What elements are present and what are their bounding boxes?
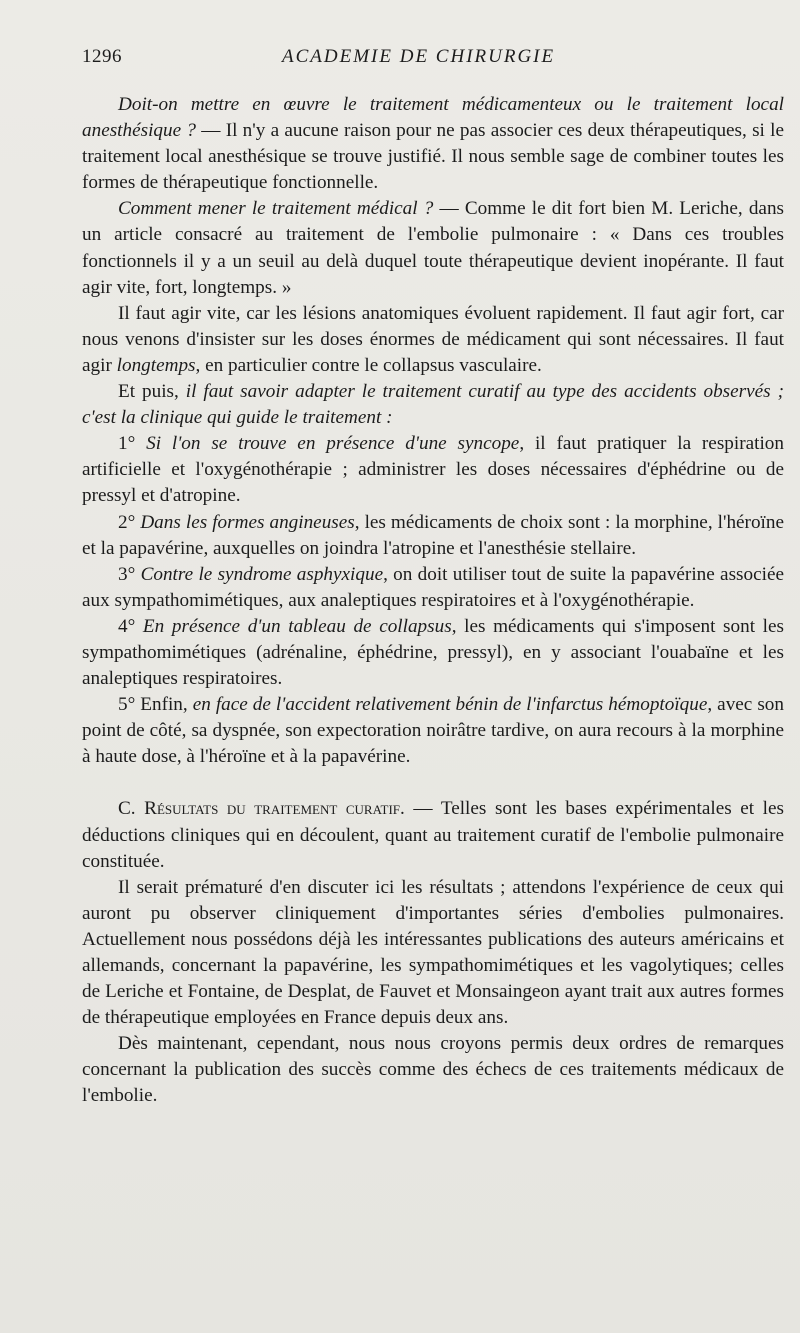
- list-item-2-text: , les médicaments de choix sont : la morphine, l'héroïne et la papavérine, auxquelles on joindra l'atropine et l'anesthésie stellaire.: [82, 511, 784, 559]
- page-header: [82, 46, 782, 76]
- list-item-4-emphasis: En présence d'un tableau de collapsus: [142, 615, 452, 637]
- paragraph-2-question: Comment mener le traitement médical ?: [118, 198, 434, 220]
- paragraph-4-emphasis: il faut savoir adapter le traitement curatif au type des accidents observés ; c'est la clinique qui guide le traitement :: [82, 381, 784, 429]
- paragraph-3-text-a: Il faut agir vite, car les lésions anatomiques évoluent rapidement. Il faut agir fort, car nous venons d'insister sur les doses énormes de médicament qui sont nécessaires. Il faut agir: [82, 302, 784, 376]
- list-item-3-number: 3°: [118, 563, 141, 585]
- paragraph-2-text: — Comme le dit fort bien M. Leriche, dans un article consacré au traitement de l'embolie pulmonaire : « Dans ces troubles fonctionnels il y a un seuil au delà duquel toute thérapeutique devient inopérante. Il faut agir vite, fort, longtemps. »: [82, 198, 785, 298]
- list-item-1-emphasis: Si l'on se trouve en présence d'une syncope: [146, 433, 520, 455]
- paragraph-4-text: Et puis,: [118, 381, 186, 403]
- list-item-4: [82, 614, 784, 692]
- body-text: [82, 92, 784, 1110]
- paragraph-1-text: — Il n'y a aucune raison pour ne pas associer ces deux thérapeutiques, si le traitement local anesthésique se trouve justifié. Il nous semble sage de combiner toutes les formes de thérapeutique fonctionnelle.: [82, 120, 784, 194]
- list-item-5: [82, 692, 784, 770]
- paragraph-section-c: [82, 796, 784, 874]
- paragraph-3-text-b: , en particulier contre le collapsus vasculaire.: [195, 354, 542, 376]
- list-item-2: [82, 510, 784, 562]
- list-item-3-text: , on doit utiliser tout de suite la papavérine associée aux sympathomimétiques, aux analeptiques respiratoires et à l'oxygénothérapie.: [82, 563, 784, 611]
- paragraph-3-emphasis: longtemps: [116, 354, 196, 376]
- list-item-5-text: , avec son point de côté, sa dyspnée, son expectoration noirâtre tardive, on aura recours à la morphine à haute dose, à l'héroïne et à la papavérine.: [82, 694, 784, 768]
- paragraph-12: [82, 1031, 784, 1109]
- list-item-1-text: , il faut pratiquer la respiration artificielle et l'oxygénothérapie ; administrer les doses nécessaires d'éphédrine ou de pressyl et d'atropine.: [82, 433, 784, 507]
- paragraph-3: [82, 301, 784, 379]
- list-item-1: [82, 431, 784, 509]
- paragraph-11: [82, 875, 784, 1032]
- paragraph-11-text: Il serait prématuré d'en discuter ici les résultats ; attendons l'expérience de ceux qui auront pu observer cliniquement d'importantes séries d'embolies pulmonaires. Actuellement nous possédons déjà les intéressantes publications des auteurs américains et allemands, concernant la papavérine, les sympathomimétiques et les vagolytiques; celles de Leriche et Fontaine, de Desplat, de Fauvet et Monsaingeon ayant trait aux autres formes de thérapeutique employées en France depuis deux ans.: [82, 876, 784, 1029]
- list-item-2-number: 2°: [118, 511, 141, 533]
- list-item-3-emphasis: Contre le syndrome asphyxique: [140, 563, 384, 585]
- section-c-text: — Telles sont les bases expérimentales et les déductions cliniques qui en découlent, quant au traitement curatif de l'embolie pulmonaire constituée.: [82, 798, 784, 872]
- list-item-3: [82, 562, 784, 614]
- list-item-5-emphasis: en face de l'accident relativement bénin de l'infarctus hémoptoïque: [192, 694, 708, 716]
- paragraph-1: [82, 92, 784, 196]
- page-number: 1296: [82, 46, 122, 67]
- list-item-4-text: , les médicaments qui s'imposent sont les sympathomimétiques (adrénaline, éphédrine, pressyl), en y associant l'ouabaïne et les analeptiques respiratoires.: [82, 615, 784, 690]
- paragraph-2: [82, 196, 784, 300]
- running-title: ACADEMIE DE CHIRURGIE: [282, 46, 556, 67]
- section-c-heading: C. Résultats du traitement curatif.: [118, 798, 405, 820]
- list-item-1-number: 1°: [118, 433, 147, 455]
- paragraph-1-question: Doit-on mettre en œuvre le traitement médicamenteux ou le traitement local anesthésique ?: [82, 94, 784, 142]
- paragraph-12-text: Dès maintenant, cependant, nous nous croyons permis deux ordres de remarques concernant la publication des succès comme des échecs de ces traitements médicaux de l'embolie.: [82, 1033, 784, 1107]
- section-gap: [82, 770, 784, 796]
- list-item-4-number: 4°: [118, 615, 143, 637]
- paragraph-4: [82, 379, 784, 431]
- list-item-2-emphasis: Dans les formes angineuses: [140, 511, 355, 533]
- list-item-5-number: 5° Enfin,: [118, 694, 193, 716]
